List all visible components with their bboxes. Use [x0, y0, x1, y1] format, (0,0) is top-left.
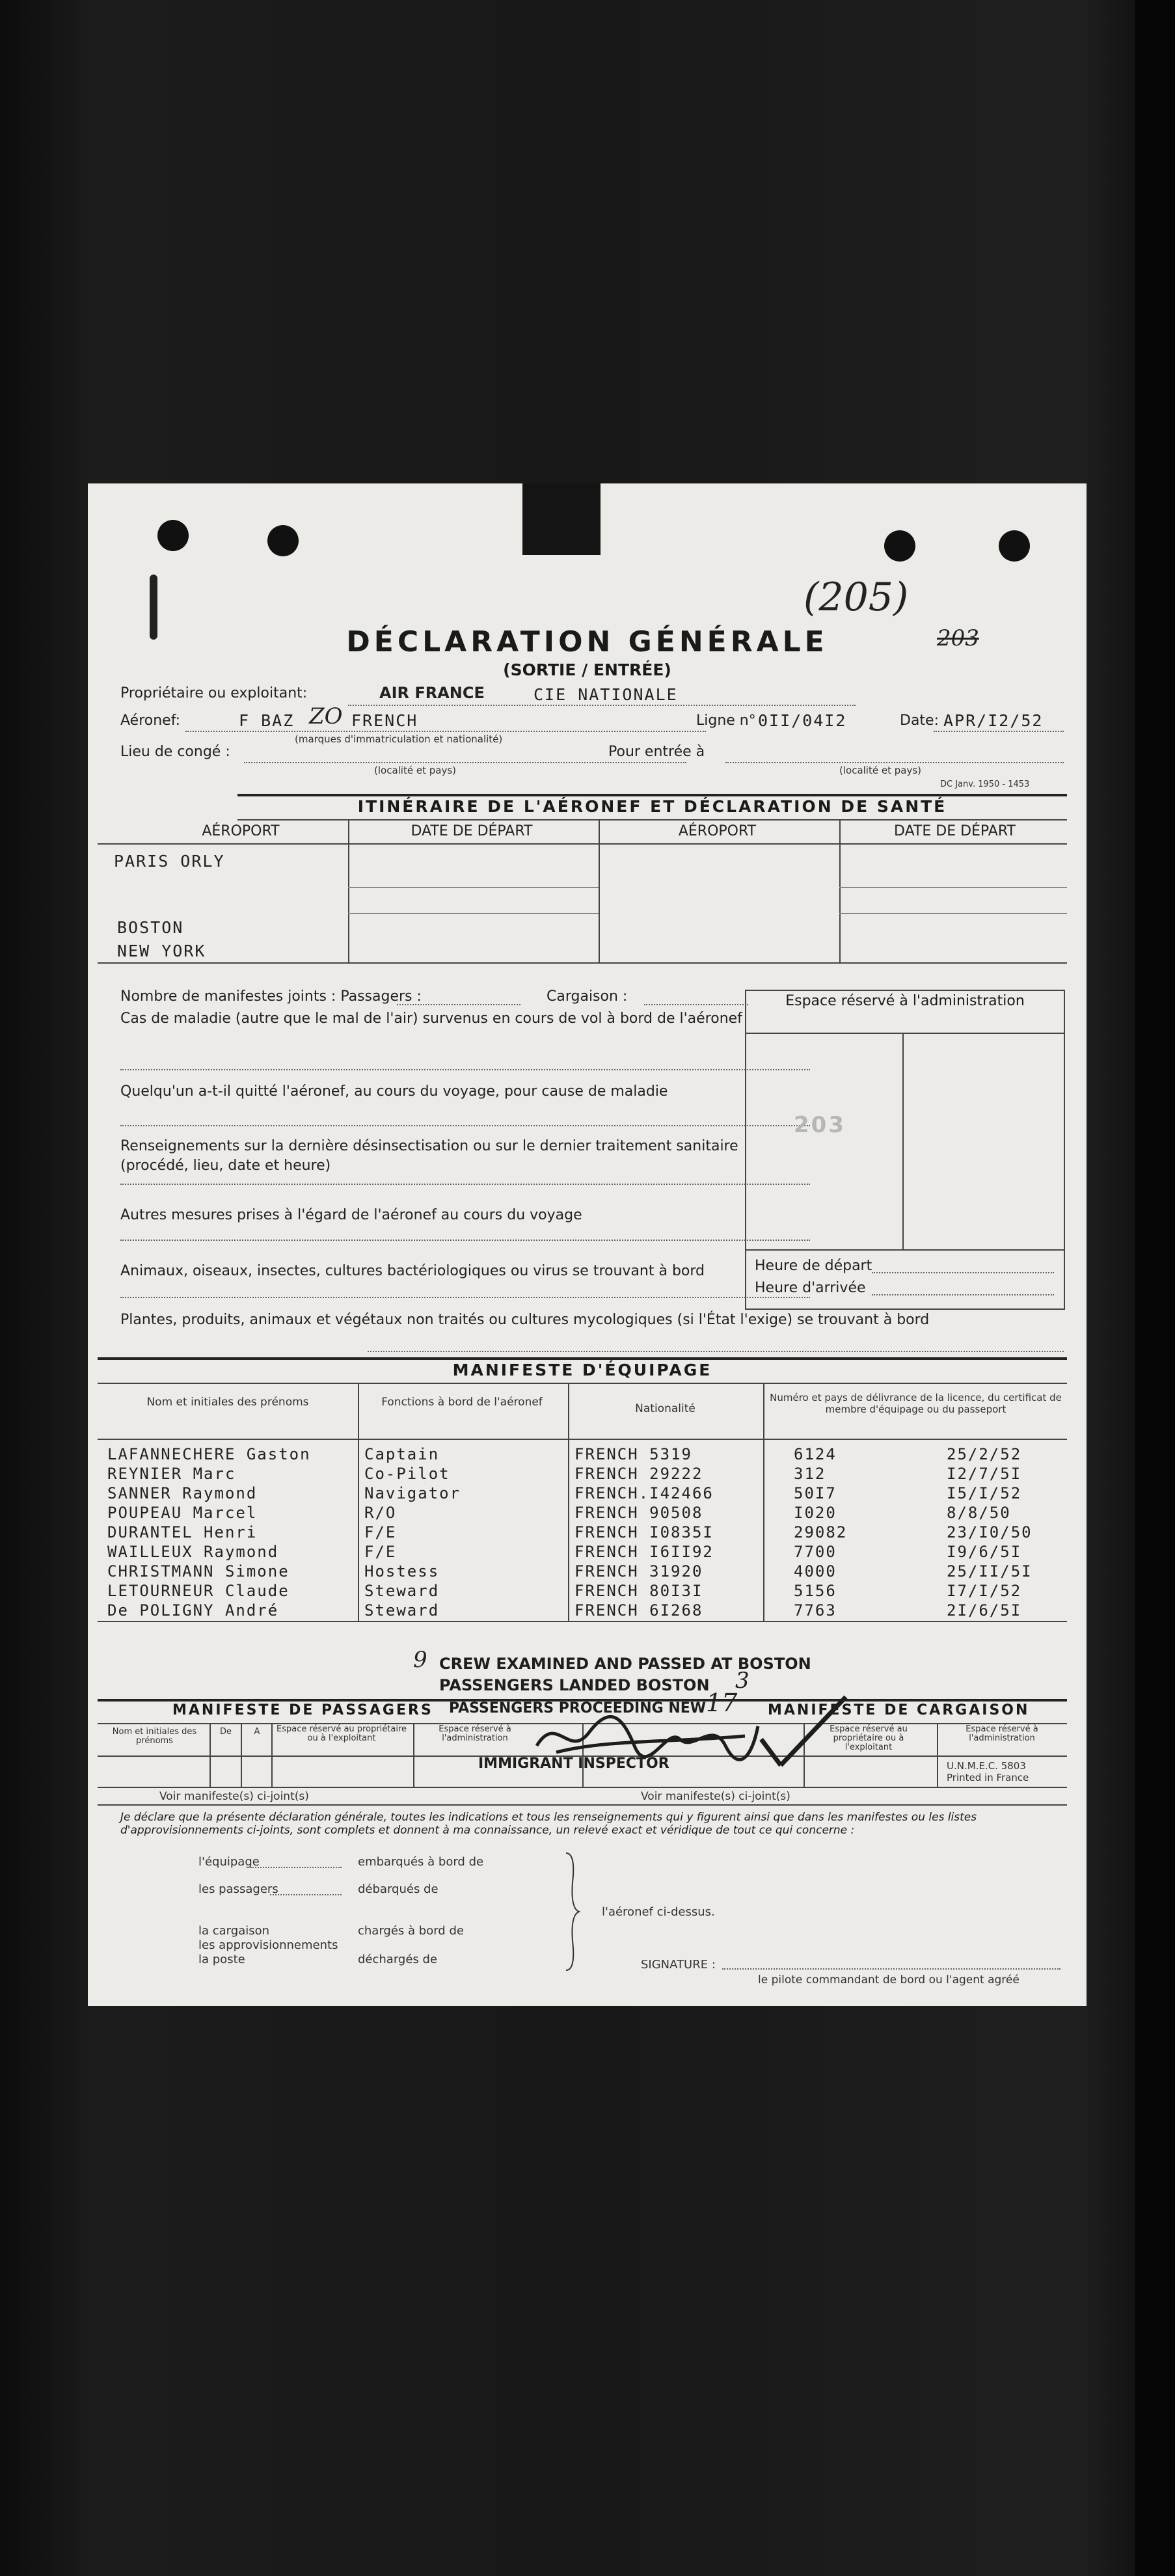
crew-cell-role: F/E — [364, 1543, 397, 1561]
crew-cell-date: I7/I/52 — [947, 1582, 1022, 1600]
crew-cell-role: R/O — [364, 1504, 397, 1522]
punch-hole — [999, 530, 1030, 562]
crew-cell-nat: FRENCH 31920 — [574, 1562, 703, 1580]
crew-cell-nat: FRENCH I0835I — [574, 1523, 714, 1541]
itinerary-row — [348, 913, 599, 914]
itinerary-col-divider — [839, 819, 841, 962]
itinerary-airport: BOSTON — [117, 918, 184, 937]
crew-cell-nat: FRENCH 5319 — [574, 1445, 692, 1463]
owner-value: AIR FRANCE — [379, 684, 485, 702]
crew-top-rule — [98, 1357, 1067, 1360]
arrival-line — [725, 762, 1064, 763]
crew-cell-nat: FRENCH 90508 — [574, 1504, 703, 1522]
crew-cell-role: Steward — [364, 1582, 440, 1600]
admin-box-title: Espace réservé à l'administration — [785, 993, 1025, 1009]
crew-cell-role: Steward — [364, 1601, 440, 1620]
crew-cell-nat: FRENCH.I42466 — [574, 1484, 714, 1502]
aircraft-handwritten: ZO — [309, 703, 343, 729]
departure-place-note: (localité et pays) — [374, 765, 456, 776]
crew-cell-role: Navigator — [364, 1484, 461, 1502]
admin-box-rule — [745, 1033, 1064, 1034]
passengers-stamp-line: PASSENGERS LANDED BOSTON — [439, 1676, 710, 1694]
passenger-count: 3 — [735, 1668, 750, 1694]
itinerary-bottom-rule — [98, 962, 1067, 964]
paper-notch — [522, 483, 601, 555]
crew-cell-role: Co-Pilot — [364, 1465, 450, 1483]
illness-label: Cas de maladie (autre que le mal de l'air) survenus en cours de vol à bord de l'aéronef — [120, 1010, 742, 1027]
aircraft-label: Aéronef: — [120, 712, 181, 729]
page-subtitle: (SORTIE / ENTRÉE) — [503, 660, 671, 679]
crew-header: Fonctions à bord de l'aéronef — [381, 1396, 543, 1409]
itinerary-top-rule — [237, 794, 1067, 796]
departure-time-line — [872, 1272, 1054, 1273]
line-label: Ligne n° — [696, 712, 756, 729]
crew-cell-role: F/E — [364, 1523, 397, 1541]
declaration-action: déchargés de — [358, 1953, 438, 1966]
printed-note: Printed in France — [947, 1772, 1029, 1783]
passenger-col-divider — [413, 1723, 414, 1787]
crew-cell-name: DURANTEL Henri — [107, 1523, 258, 1541]
passenger-col-divider — [241, 1723, 242, 1787]
crew-cell-lic: 7763 — [794, 1601, 837, 1620]
crew-col-divider — [358, 1383, 359, 1621]
disinsect-label: Renseignements sur la dernière désinsectisation ou sur le dernier traitement sanitaire (procédé, lieu, date et heure) — [120, 1138, 738, 1174]
passenger-footer: Voir manifeste(s) ci-joint(s) — [159, 1790, 309, 1803]
passenger-header: Espace réservé à l'administration — [439, 1724, 511, 1743]
inspector-stamp: IMMIGRANT INSPECTOR — [478, 1756, 669, 1772]
declaration-item: les approvisionnements — [198, 1938, 338, 1952]
cargo-header: Espace réservé à l'administration — [966, 1724, 1038, 1743]
hand-checkmark — [755, 1694, 852, 1791]
struck-number: 203 — [937, 625, 979, 651]
itinerary-row — [839, 913, 1067, 914]
crew-cell-lic: 5156 — [794, 1582, 837, 1600]
inspector-signature — [530, 1700, 764, 1778]
crew-cell-lic: 312 — [794, 1465, 826, 1483]
declaration-item: les passagers — [198, 1882, 278, 1896]
other-measures-label: Autres mesures prises à l'égard de l'aéronef au cours du voyage — [120, 1207, 582, 1223]
crew-cell-name: WAILLEUX Raymond — [107, 1543, 279, 1561]
crew-cell-lic: 29082 — [794, 1523, 848, 1541]
crew-cell-role: Captain — [364, 1445, 440, 1463]
date-value: APR/I2/52 — [943, 711, 1044, 730]
crew-stamp-line: CREW EXAMINED AND PASSED AT BOSTON — [439, 1655, 811, 1673]
other-measures-line — [120, 1240, 810, 1241]
date-label: Date: — [900, 712, 939, 729]
crew-cell-name: CHRISTMANN Simone — [107, 1562, 290, 1580]
new-count: 17 — [706, 1688, 738, 1717]
arrival-time-label: Heure d'arrivée — [755, 1280, 866, 1296]
cargo-header: Espace réservé au propriétaire ou à l'exploitant — [830, 1724, 908, 1752]
crew-cell-lic: 7700 — [794, 1543, 837, 1561]
manifests-line — [397, 1004, 520, 1005]
passenger-header: Espace réservé au propriétaire ou à l'exploitant — [276, 1724, 407, 1743]
disinsect-line — [120, 1184, 810, 1185]
itinerary-header: DATE DE DÉPART — [894, 823, 1016, 839]
dc-reference: DC Janv. 1950 - 1453 — [940, 780, 1030, 789]
cargo-footer: Voir manifeste(s) ci-joint(s) — [641, 1790, 790, 1803]
declaration-action: chargés à bord de — [358, 1924, 464, 1938]
admin-stamp: 203 — [794, 1112, 846, 1138]
plants-line — [368, 1351, 1064, 1352]
crew-cell-name: SANNER Raymond — [107, 1484, 258, 1502]
crew-cell-name: LETOURNEUR Claude — [107, 1582, 290, 1600]
crew-cell-nat: FRENCH 80I3I — [574, 1582, 703, 1600]
owner-label: Propriétaire ou exploitant: — [120, 685, 308, 701]
aircraft-marks-note: (marques d'immatriculation et nationalité) — [295, 733, 503, 745]
owner-value-2: CIE NATIONALE — [533, 685, 678, 704]
admin-box-rule — [745, 1249, 1064, 1251]
itinerary-header: AÉROPORT — [202, 823, 280, 839]
crew-cell-date: 23/I0/50 — [947, 1523, 1033, 1541]
date-line — [934, 731, 1064, 732]
cargo-manifest-title: MANIFESTE DE CARGAISON — [768, 1702, 1030, 1718]
crew-cell-name: POUPEAU Marcel — [107, 1504, 258, 1522]
line-value: 0II/04I2 — [758, 711, 847, 730]
signature-line — [722, 1968, 1060, 1970]
declaration-item: la poste — [198, 1953, 245, 1966]
crew-title: MANIFESTE D'ÉQUIPAGE — [452, 1361, 712, 1379]
owner-line — [348, 705, 856, 706]
passenger-manifest-title: MANIFESTE DE PASSAGERS — [172, 1702, 433, 1718]
departure-place-line — [244, 762, 686, 763]
itinerary-title: ITINÉRAIRE DE L'AÉRONEF ET DÉCLARATION DE SANTÉ — [357, 797, 947, 816]
handwritten-number: (205) — [804, 575, 909, 620]
arrival-label: Pour entrée à — [608, 744, 705, 760]
cargo-col-divider — [937, 1723, 938, 1787]
itinerary-row — [839, 887, 1067, 888]
declaration-action: débarqués de — [358, 1882, 439, 1896]
left-aircraft-line — [120, 1125, 810, 1126]
cargo-count-label: Cargaison : — [547, 988, 628, 1005]
itinerary-header: DATE DE DÉPART — [411, 823, 533, 839]
page-title: DÉCLARATION GÉNÉRALE — [346, 625, 828, 658]
crew-col-divider — [568, 1383, 569, 1621]
itinerary-airport: NEW YORK — [117, 942, 206, 960]
passenger-header: Nom et initiales des prénoms — [112, 1727, 197, 1746]
crew-cell-name: REYNIER Marc — [107, 1465, 236, 1483]
declaration-item: la cargaison — [198, 1924, 270, 1938]
cargo-count-line — [644, 1004, 748, 1005]
declaration-item: l'équipage — [198, 1855, 260, 1869]
proceeding-stamp-line: PASSENGERS PROCEEDING NEW — [449, 1700, 707, 1716]
crew-cell-date: 8/8/50 — [947, 1504, 1011, 1522]
animals-line — [120, 1297, 810, 1298]
crew-header: Nationalité — [635, 1402, 696, 1415]
crew-count: 9 — [413, 1647, 427, 1673]
declaration-item-line — [250, 1867, 342, 1868]
crew-rule — [98, 1383, 1067, 1384]
passenger-col-divider — [271, 1723, 273, 1787]
crew-cell-name: De POLIGNY André — [107, 1601, 279, 1620]
crew-cell-date: 2I/6/5I — [947, 1601, 1022, 1620]
declaration-brace — [563, 1850, 582, 1973]
punch-hole — [884, 530, 915, 562]
aircraft-line — [185, 731, 706, 732]
arrival-note: (localité et pays) — [839, 765, 921, 776]
departure-time-label: Heure de départ — [755, 1258, 872, 1274]
crew-cell-date: I2/7/5I — [947, 1465, 1022, 1483]
crew-cell-lic: 6124 — [794, 1445, 837, 1463]
itinerary-col-divider — [599, 819, 600, 962]
crew-cell-nat: FRENCH 29222 — [574, 1465, 703, 1483]
itinerary-rule — [237, 819, 1067, 820]
itinerary-airport: PARIS ORLY — [114, 852, 225, 871]
aircraft-value: F BAZ — [239, 711, 295, 730]
manifest-bottom-rule — [98, 1787, 1067, 1788]
unmec-ref: U.N.M.E.C. 5803 — [947, 1760, 1026, 1772]
form-sheet — [88, 483, 1087, 2006]
itinerary-col-divider — [348, 819, 349, 962]
admin-box-divider — [902, 1033, 904, 1249]
crew-bottom-rule — [98, 1621, 1067, 1622]
left-aircraft-label: Quelqu'un a-t-il quitté l'aéronef, au cours du voyage, pour cause de maladie — [120, 1083, 668, 1100]
itinerary-header: AÉROPORT — [678, 823, 757, 839]
crew-cell-lic: 50I7 — [794, 1484, 837, 1502]
passenger-header: A — [254, 1727, 260, 1737]
scanner-edge — [1135, 0, 1175, 2576]
punch-hole — [157, 520, 189, 551]
crew-header: Nom et initiales des prénoms — [146, 1396, 309, 1409]
passenger-header: De — [219, 1727, 232, 1737]
crew-col-divider — [763, 1383, 764, 1621]
departure-place-label: Lieu de congé : — [120, 744, 230, 760]
itinerary-row — [348, 887, 599, 888]
punch-hole — [267, 525, 299, 556]
animals-label: Animaux, oiseaux, insectes, cultures bactériologiques ou virus se trouvant à bord — [120, 1263, 705, 1279]
signature-label: SIGNATURE : — [641, 1958, 716, 1972]
signer-label: le pilote commandant de bord ou l'agent agréé — [758, 1973, 1020, 1986]
declaration-action: embarqués à bord de — [358, 1855, 484, 1869]
crew-rule — [98, 1439, 1067, 1440]
manifests-label: Nombre de manifestes joints : Passagers : — [120, 988, 422, 1005]
crew-cell-date: 25/2/52 — [947, 1445, 1022, 1463]
crew-cell-date: I9/6/5I — [947, 1543, 1022, 1561]
plants-label: Plantes, produits, animaux et végétaux non traités ou cultures mycologiques (si l'État l'exige) se trouvant à bord — [120, 1312, 930, 1328]
crew-cell-date: 25/II/5I — [947, 1562, 1033, 1580]
crew-cell-role: Hostess — [364, 1562, 440, 1580]
passenger-col-divider — [209, 1723, 211, 1787]
crew-header: Numéro et pays de délivrance de la licence, du certificat de membre d'équipage ou du passeport — [770, 1392, 1062, 1415]
crew-cell-lic: 4000 — [794, 1562, 837, 1580]
declaration-text: Je déclare que la présente déclaration générale, toutes les indications et tous les renseignements qui y figurent ainsi que dans les manifestes ou les listes d'approvisionnements ci-joints, sont complets et donnent à ma connaissance, un relevé exact et véridique de tout ce qui concerne : — [120, 1811, 977, 1837]
crew-cell-lic: I020 — [794, 1504, 837, 1522]
crew-cell-name: LAFANNECHERE Gaston — [107, 1445, 311, 1463]
manifest-bottom-rule — [98, 1804, 1067, 1806]
illness-line — [120, 1069, 810, 1070]
itinerary-rule — [98, 843, 1067, 845]
aircraft-nation: FRENCH — [351, 711, 418, 730]
crew-cell-date: I5/I/52 — [947, 1484, 1022, 1502]
arrival-time-line — [872, 1294, 1054, 1295]
aircraft-above-label: l'aéronef ci-dessus. — [602, 1905, 715, 1919]
crew-cell-nat: FRENCH 6I268 — [574, 1601, 703, 1620]
declaration-item-line — [270, 1894, 342, 1895]
crew-cell-nat: FRENCH I6II92 — [574, 1543, 714, 1561]
